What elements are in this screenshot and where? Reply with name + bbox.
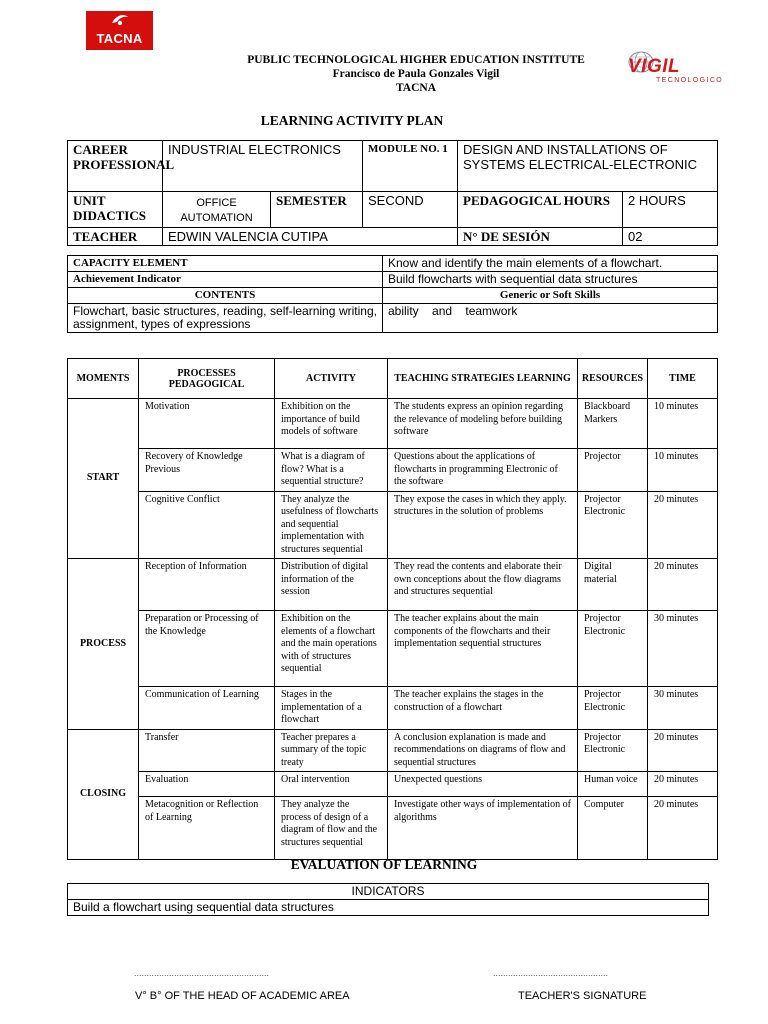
strategy-cell: They expose the cases in which they apply. structures in the solution of problems: [388, 491, 578, 559]
table-row: [68, 399, 718, 449]
module-label: MODULE NO. 1: [363, 141, 458, 192]
resources-cell: Projector Electronic: [578, 491, 648, 559]
moment-start: START: [68, 399, 139, 559]
semester-label: SEMESTER: [271, 192, 363, 228]
time-cell: 20 minutes: [648, 491, 718, 559]
process-cell: Evaluation: [139, 772, 275, 797]
process-cell: Motivation: [139, 399, 275, 449]
moment-closing: CLOSING: [68, 729, 139, 860]
semester-value: SECOND: [363, 192, 458, 228]
table-row: [68, 449, 718, 492]
activity-cell: Oral intervention: [275, 772, 388, 797]
time-cell: 20 minutes: [648, 772, 718, 797]
resources-cell: Computer: [578, 797, 648, 860]
time-cell: 30 minutes: [648, 611, 718, 687]
strategy-cell: They read the contents and elaborate their own conceptions about the flow diagrams and structures sequential: [388, 559, 578, 611]
activity-cell: They analyze the process of design of a diagram of flow and the structures sequential: [275, 797, 388, 860]
resources-cell: Human voice: [578, 772, 648, 797]
skills-label: Generic or Soft Skills: [383, 288, 718, 304]
career-value: INDUSTRIAL ELECTRONICS: [163, 141, 363, 192]
time-cell: 20 minutes: [648, 559, 718, 611]
capacity-table: [67, 255, 718, 333]
skills-value: ability and teamwork: [383, 304, 718, 333]
header-processes: PROCESSES PEDAGOGICAL: [139, 359, 275, 399]
institute-name: PUBLIC TECHNOLOGICAL HIGHER EDUCATION INSTITUTE: [247, 54, 585, 66]
contents-value: Flowchart, basic structures, reading, self-learning writing, assignment, types of expressions: [68, 304, 383, 333]
resources-cell: Projector Electronic: [578, 611, 648, 687]
resources-cell: Projector: [578, 449, 648, 492]
table-row: [68, 797, 718, 860]
hours-value: 2 HOURS: [623, 192, 718, 228]
indicator-value: Build flowcharts with sequential data structures: [383, 272, 718, 288]
head-signature-line: ......................................................: [134, 968, 270, 978]
tacna-swirl-icon: [110, 13, 130, 27]
activity-cell: They analyze the usefulness of flowcharts and sequential implementation with structures sequential: [275, 491, 388, 559]
header-moments: MOMENTS: [68, 359, 139, 399]
strategy-cell: The students express an opinion regarding the relevance of modeling before building software: [388, 399, 578, 449]
process-cell: Recovery of Knowledge Previous: [139, 449, 275, 492]
evaluation-title: EVALUATION OF LEARNING: [290, 857, 478, 872]
strategy-cell: The teacher explains the stages in the construction of a flowchart: [388, 687, 578, 730]
resources-cell: Projector Electronic: [578, 729, 648, 772]
activity-cell: What is a diagram of flow? What is a sequential structure?: [275, 449, 388, 492]
time-cell: 10 minutes: [648, 449, 718, 492]
header-resources: RESOURCES: [578, 359, 648, 399]
session-value: 02: [623, 228, 718, 246]
tacna-logo-text: TACNA: [96, 31, 143, 46]
indicator-label: Achievement Indicator: [68, 272, 383, 288]
strategy-cell: Investigate other ways of implementation of algorithms: [388, 797, 578, 860]
indicators-label: INDICATORS: [68, 884, 709, 900]
info-table: [67, 140, 718, 246]
teacher-signature-line: ..............................................: [493, 968, 609, 978]
activity-cell: Stages in the implementation of a flowchart: [275, 687, 388, 730]
module-value: DESIGN AND INSTALLATIONS OF SYSTEMS ELECTRICAL-ELECTRONIC: [458, 141, 718, 192]
strategy-cell: Questions about the applications of flowcharts in programming Electronic of the software: [388, 449, 578, 492]
resources-cell: Digital material: [578, 559, 648, 611]
activity-cell: Teacher prepares a summary of the topic treaty: [275, 729, 388, 772]
header-activity: ACTIVITY: [275, 359, 388, 399]
activity-cell: Exhibition on the elements of a flowchart and the main operations with of structures sequential: [275, 611, 388, 687]
contents-label: CONTENTS: [68, 288, 383, 304]
tacna-logo: [86, 11, 153, 50]
table-row: [68, 559, 718, 611]
header-time: TIME: [648, 359, 718, 399]
resources-cell: Blackboard Markers: [578, 399, 648, 449]
process-cell: Metacognition or Reflection of Learning: [139, 797, 275, 860]
evaluation-table: [67, 883, 709, 916]
evaluation-indicator: Build a flowchart using sequential data structures: [68, 900, 709, 916]
table-row: [68, 687, 718, 730]
unit-label: UNIT DIDACTICS: [68, 192, 163, 228]
plan-table: [67, 358, 718, 860]
unit-value: OFFICE AUTOMATION: [163, 192, 271, 228]
table-row: [68, 611, 718, 687]
header-strategies: TEACHING STRATEGIES LEARNING: [388, 359, 578, 399]
process-cell: Cognitive Conflict: [139, 491, 275, 559]
teacher-value: EDWIN VALENCIA CUTIPA: [163, 228, 458, 246]
process-cell: Reception of Information: [139, 559, 275, 611]
head-signature-label: V° B° OF THE HEAD OF ACADEMIC AREA: [135, 990, 350, 1002]
teacher-label: TEACHER: [68, 228, 163, 246]
resources-cell: Projector Electronic: [578, 687, 648, 730]
activity-cell: Exhibition on the importance of build models of software: [275, 399, 388, 449]
strategy-cell: The teacher explains about the main components of the flowcharts and their implementation sequential structures: [388, 611, 578, 687]
institute-city: TACNA: [395, 82, 437, 94]
process-cell: Communication of Learning: [139, 687, 275, 730]
page-title: LEARNING ACTIVITY PLAN: [260, 113, 444, 128]
process-cell: Transfer: [139, 729, 275, 772]
institute-subname: Francisco de Paula Gonzales Vigil: [332, 68, 500, 80]
time-cell: 20 minutes: [648, 729, 718, 772]
capacity-value: Know and identify the main elements of a flowchart.: [383, 256, 718, 272]
time-cell: 20 minutes: [648, 797, 718, 860]
process-cell: Preparation or Processing of the Knowledge: [139, 611, 275, 687]
time-cell: 30 minutes: [648, 687, 718, 730]
vigil-logo-text: VIGIL: [628, 56, 681, 77]
table-row: [68, 772, 718, 797]
strategy-cell: Unexpected questions: [388, 772, 578, 797]
session-label: N° DE SESIÓN: [458, 228, 623, 246]
hours-label: PEDAGOGICAL HOURS: [458, 192, 623, 228]
table-row: [68, 491, 718, 559]
capacity-label: CAPACITY ELEMENT: [68, 256, 383, 272]
strategy-cell: A conclusion explanation is made and recommendations on diagrams of flow and sequential structures: [388, 729, 578, 772]
vigil-logo-subtext: TECNOLOGICO: [656, 77, 724, 84]
teacher-signature-label: TEACHER'S SIGNATURE: [518, 990, 647, 1002]
time-cell: 10 minutes: [648, 399, 718, 449]
moment-process: PROCESS: [68, 559, 139, 730]
activity-cell: Distribution of digital information of the session: [275, 559, 388, 611]
table-row: [68, 729, 718, 772]
career-label: CAREER PROFESSIONAL: [68, 141, 163, 192]
